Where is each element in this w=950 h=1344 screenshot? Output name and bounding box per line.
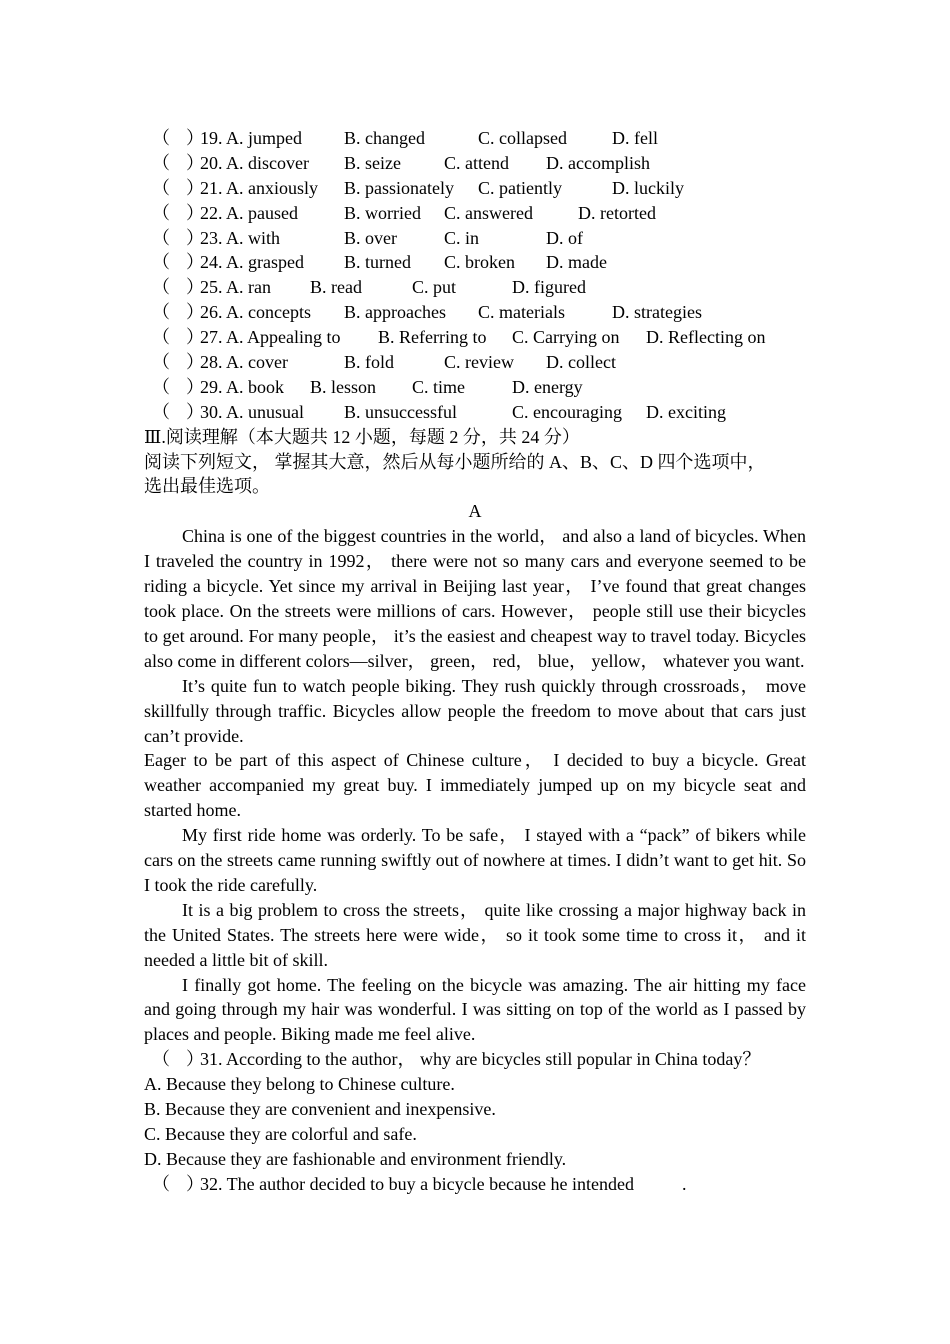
answer-bracket-open: （ bbox=[152, 302, 170, 323]
option-b: B. passionately bbox=[344, 177, 454, 198]
question-stem: 31. According to the author， why are bicycles still popular in China today？ bbox=[200, 1049, 761, 1070]
answer-bracket-close: ） bbox=[186, 128, 204, 148]
option-d: D. made bbox=[546, 252, 607, 273]
answer-bracket-open: （ bbox=[152, 352, 170, 373]
question-stem: 32. The author decided to buy a bicycle because he intended bbox=[200, 1173, 635, 1194]
option-d: D. strategies bbox=[612, 302, 702, 323]
cloze-question-row bbox=[144, 226, 806, 251]
option-b: B. approaches bbox=[344, 302, 446, 323]
answer-bracket-close: ） bbox=[186, 376, 204, 397]
option-b: B. Referring to bbox=[378, 327, 487, 348]
answer-bracket-open: （ bbox=[152, 401, 170, 422]
cloze-question-row bbox=[144, 350, 806, 375]
answer-bracket-close: ） bbox=[186, 352, 204, 373]
cloze-question-row bbox=[144, 126, 806, 151]
instruction-line-1: 阅读下列短文， 掌握其大意，然后从每小题所给的 A、B、C、D 四个选项中， bbox=[144, 451, 766, 472]
answer-bracket-close: ） bbox=[186, 202, 204, 223]
option-c: C. put bbox=[412, 277, 457, 298]
answer-bracket-open: （ bbox=[152, 128, 170, 148]
option-c: C. time bbox=[412, 376, 465, 397]
option-c: C. review bbox=[444, 352, 514, 373]
question-number-option-a: 23. A. with bbox=[200, 227, 281, 248]
option-d: D. Reflecting on bbox=[646, 327, 766, 348]
option-c: C. Because they are colorful and safe. bbox=[144, 1123, 417, 1144]
option-c: C. broken bbox=[444, 252, 515, 273]
answer-bracket-open: （ bbox=[152, 202, 170, 223]
answer-bracket-close: ） bbox=[186, 277, 204, 298]
answer-bracket-open: （ bbox=[152, 152, 170, 173]
question-32 bbox=[144, 1172, 806, 1197]
option-d: D. luckily bbox=[612, 177, 684, 198]
option-b: B. Because they are convenient and inexpensive. bbox=[144, 1099, 496, 1120]
answer-bracket-open: （ bbox=[152, 177, 170, 198]
answer-bracket-close: ） bbox=[186, 302, 204, 323]
option-c: C. materials bbox=[478, 302, 565, 323]
cloze-question-row bbox=[144, 300, 806, 325]
answer-bracket-open: （ bbox=[152, 277, 170, 298]
passage-label: A bbox=[468, 501, 482, 522]
option-c: C. answered bbox=[444, 202, 533, 223]
answer-bracket-close: ） bbox=[186, 327, 204, 348]
option-d: D. accomplish bbox=[546, 152, 650, 173]
answer-bracket-open: （ bbox=[152, 252, 170, 273]
answer-bracket-open: （ bbox=[152, 1049, 170, 1070]
question-number-option-a: 27. A. Appealing to bbox=[200, 327, 341, 348]
cloze-question-row bbox=[144, 176, 806, 201]
option-c: C. Carrying on bbox=[512, 327, 620, 348]
passage-paragraph: My first ride home was orderly. To be safe， I stayed with a “pack” of bikers while cars on the streets came running swiftly out of nowhere at times. I didn’t want to get hit. So I took the ride carefully. bbox=[144, 825, 806, 895]
option-d: D. figured bbox=[512, 277, 586, 298]
question-number-option-a: 21. A. anxiously bbox=[200, 177, 319, 198]
option-c: C. encouraging bbox=[512, 401, 622, 422]
passage-paragraph: China is one of the biggest countries in the world， and also a land of bicycles. When I traveled the country in 1992， there were not so many cars and everyone seemed to be riding a bicycle. Yet since my arrival in Beijing last year， I’ve found that great changes took place. On the streets were millions of cars. However， people still use their bicycles to get around. For many people， it’s the easiest and cheapest way to travel today. Bicycles also come in different colors—silver， green， red， blue， yellow， whatever you want. bbox=[144, 526, 806, 671]
answer-bracket-close: ） bbox=[186, 1173, 204, 1194]
option-b: B. changed bbox=[344, 128, 425, 148]
exam-page bbox=[144, 126, 806, 1197]
cloze-question-row bbox=[144, 201, 806, 226]
answer-bracket-close: ） bbox=[186, 152, 204, 173]
option-d: D. exciting bbox=[646, 401, 726, 422]
cloze-question-row bbox=[144, 325, 806, 350]
question-number-option-a: 22. A. paused bbox=[200, 202, 298, 223]
question-31 bbox=[144, 1047, 806, 1072]
option-b: B. turned bbox=[344, 252, 411, 273]
option-c: C. in bbox=[444, 227, 480, 248]
question-number-option-a: 24. A. grasped bbox=[200, 252, 304, 273]
answer-bracket-open: （ bbox=[152, 376, 170, 397]
passage-paragraph: It’s quite fun to watch people biking. They rush quickly through crossroads， move skillfully through traffic. Bicycles allow people the freedom to move about that cars just can’t provide. bbox=[144, 675, 806, 746]
option-d: D. retorted bbox=[578, 202, 656, 223]
answer-bracket-open: （ bbox=[152, 1173, 170, 1194]
blank-end: . bbox=[682, 1173, 687, 1194]
cloze-question-row bbox=[144, 375, 806, 400]
cloze-question-row bbox=[144, 400, 806, 425]
option-c: C. attend bbox=[444, 152, 509, 173]
passage-paragraph: Eager to be part of this aspect of Chinese culture， I decided to buy a bicycle. Great weather accompanied my great buy. I immediately jumped up on my bicycle seat and started home. bbox=[144, 750, 806, 821]
answer-bracket-close: ） bbox=[186, 1049, 204, 1070]
question-number-option-a: 20. A. discover bbox=[200, 152, 309, 173]
instruction-line-2: 选出最佳选项。 bbox=[144, 476, 270, 497]
question-number-option-a: 26. A. concepts bbox=[200, 302, 311, 323]
answer-bracket-close: ） bbox=[186, 227, 204, 248]
question-number-option-a: 28. A. cover bbox=[200, 352, 288, 373]
option-b: B. fold bbox=[344, 352, 395, 373]
option-b: B. over bbox=[344, 227, 397, 248]
option-d: D. fell bbox=[612, 128, 658, 148]
passage-paragraph: I finally got home. The feeling on the bicycle was amazing. The air hitting my face and going through my hair was wonderful. I was sitting on top of the world as I passed by places and people. Biking made me feel alive. bbox=[144, 974, 806, 1045]
option-b: B. unsuccessful bbox=[344, 401, 457, 422]
section-title: Ⅲ.阅读理解（本大题共 12 小题，每题 2 分，共 24 分） bbox=[144, 426, 580, 447]
option-b: B. read bbox=[310, 277, 362, 298]
option-d: D. Because they are fashionable and environment friendly. bbox=[144, 1148, 567, 1169]
option-b: B. seize bbox=[344, 152, 401, 173]
cloze-question-row bbox=[144, 275, 806, 300]
option-c: C. patiently bbox=[478, 177, 562, 198]
option-c: C. collapsed bbox=[478, 128, 567, 148]
question-number-option-a: 25. A. ran bbox=[200, 277, 271, 298]
option-a: A. Because they belong to Chinese culture. bbox=[144, 1074, 455, 1095]
answer-bracket-close: ） bbox=[186, 177, 204, 198]
option-d: D. collect bbox=[546, 352, 616, 373]
answer-bracket-open: （ bbox=[152, 327, 170, 348]
option-b: B. lesson bbox=[310, 376, 377, 397]
question-number-option-a: 19. A. jumped bbox=[200, 128, 302, 148]
question-number-option-a: 30. A. unusual bbox=[200, 401, 305, 422]
option-d: D. of bbox=[546, 227, 583, 248]
answer-bracket-open: （ bbox=[152, 227, 170, 248]
passage-paragraph: It is a big problem to cross the streets， quite like crossing a major highway back in the United States. The streets here were wide， so it took some time to cross it， and it needed a little bit of skill. bbox=[144, 899, 806, 970]
question-number-option-a: 29. A. book bbox=[200, 376, 285, 397]
option-b: B. worried bbox=[344, 202, 421, 223]
option-d: D. energy bbox=[512, 376, 583, 397]
cloze-question-row bbox=[144, 151, 806, 176]
answer-bracket-close: ） bbox=[186, 401, 204, 422]
answer-bracket-close: ） bbox=[186, 252, 204, 273]
cloze-question-row bbox=[144, 250, 806, 275]
cloze-options-list bbox=[144, 126, 806, 425]
